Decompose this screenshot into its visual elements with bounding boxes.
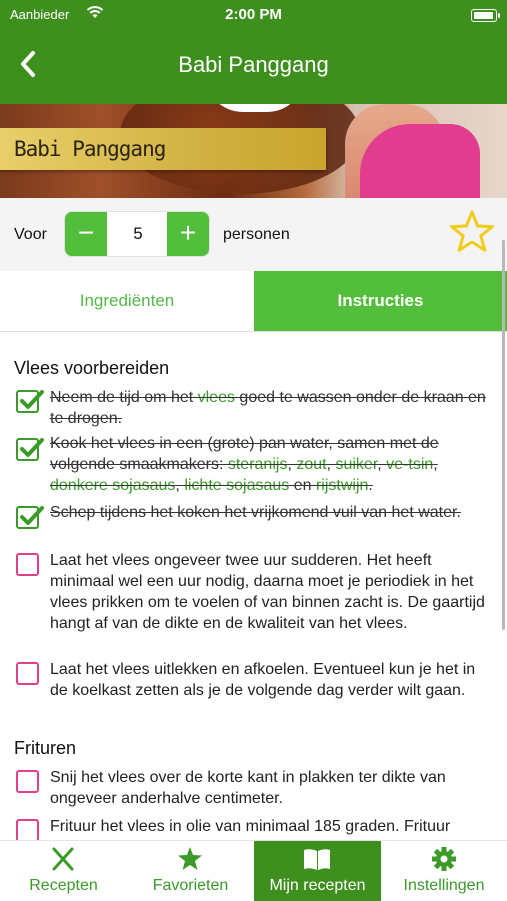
servings-prefix: Voor <box>14 226 47 243</box>
tab-recepten-label: Recepten <box>29 877 98 894</box>
navigation-bar <box>0 0 507 104</box>
utensils-icon <box>0 846 127 872</box>
carrier-label: Aanbieder <box>10 7 70 22</box>
servings-suffix: personen <box>223 226 290 243</box>
step-checkbox[interactable] <box>16 553 39 576</box>
book-icon <box>254 846 381 872</box>
checkmark-icon <box>16 502 46 532</box>
increase-servings-button[interactable]: + <box>167 212 209 256</box>
status-bar <box>0 0 507 30</box>
hero-label <box>0 128 326 170</box>
step-text: Schep tijdens het koken het vrijkomend vuil van het water. <box>50 504 461 521</box>
step-checkbox[interactable] <box>16 819 39 840</box>
star-icon <box>127 846 254 872</box>
favorite-star-icon[interactable] <box>449 209 495 255</box>
tab-recepten[interactable] <box>0 841 127 901</box>
checkmark-icon <box>16 434 46 464</box>
tab-instellingen[interactable] <box>381 841 507 901</box>
step-text: Frituur het vlees in olie van minimaal 185 graden. Frituur <box>50 818 451 835</box>
instructions-list <box>0 332 507 840</box>
tab-mijn-recepten-label: Mijn recepten <box>269 877 366 894</box>
tab-ingredients[interactable]: Ingrediënten <box>79 291 175 310</box>
step-checkbox-checked[interactable] <box>16 438 39 461</box>
tab-mijn-recepten[interactable] <box>254 841 381 901</box>
step-text: Neem de tijd om het vlees goed te wassen onder de kraan en te drogen. <box>50 389 486 427</box>
step-text: Laat het vlees uitlekken en afkoelen. Eventueel kun je het in de koelkast zetten als je de volgende dag verder wilt gaan. <box>50 661 476 699</box>
servings-count: 5 <box>133 224 143 243</box>
checkmark-icon <box>16 386 46 416</box>
section-title: Frituren <box>14 738 77 758</box>
step-text: Snij het vlees over de korte kant in plakken ter dikte van ongeveer anderhalve centimeter. <box>50 769 446 807</box>
step-checkbox[interactable] <box>16 662 39 685</box>
servings-stepper <box>64 211 210 257</box>
gear-icon <box>381 846 507 872</box>
recipe-tabs <box>0 271 507 332</box>
status-time: 2:00 PM <box>225 6 282 23</box>
decrease-servings-button[interactable]: − <box>65 212 107 256</box>
battery-icon <box>471 9 497 22</box>
step-text: Kook het vlees in een (grote) pan water, samen met de volgende smaakmakers: steranijs, zout, suiker, ve-tsin, donkere sojasaus, lichte sojasaus en rijstwijn. <box>50 435 439 494</box>
tab-bar <box>0 840 507 900</box>
recipe-hero-image <box>0 104 507 198</box>
step-checkbox-checked[interactable] <box>16 390 39 413</box>
scrollbar[interactable] <box>502 240 505 630</box>
hero-label-text: Babi Panggang <box>14 137 166 161</box>
tab-favorieten[interactable] <box>127 841 254 901</box>
step-text: Laat het vlees ongeveer twee uur sudderen. Het heeft minimaal wel een uur nodig, daarna moet je periodiek in het vlees prikken om te voelen of van binnen zacht is. De gaartijd hangt af van de dikte en de kwaliteit van het vlees. <box>50 552 485 632</box>
servings-row <box>0 198 507 271</box>
step-checkbox[interactable] <box>16 770 39 793</box>
tab-instructions[interactable]: Instructies <box>254 271 507 331</box>
section-title: Vlees voorbereiden <box>14 358 170 378</box>
tab-favorieten-label: Favorieten <box>152 877 229 894</box>
page-title: Babi Panggang <box>178 52 329 77</box>
step-checkbox-checked[interactable] <box>16 506 39 529</box>
tab-instellingen-label: Instellingen <box>403 877 485 894</box>
